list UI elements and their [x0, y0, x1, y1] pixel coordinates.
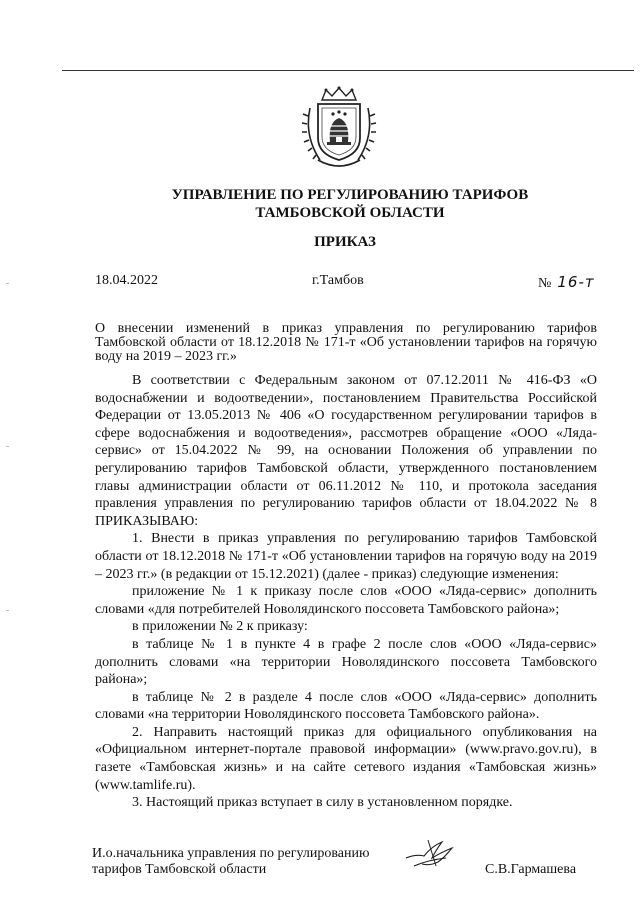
signer-name: С.В.Гармашева	[485, 862, 577, 877]
document-number	[538, 273, 595, 292]
body-paragraph: В соответствии с Федеральным законом от 07.12.2011 № 416-ФЗ «О водоснабжении и водоотведении», постановлением Правительства Российской Федерации от 13.05.2013 № 406 «О государственном регулировании тарифов в сфере водоснабжения и водоотведения», рассмотрев обращение «ООО «Ляда-сервис» от 15.04.2022 № 99, на основании Положения об управлении по регулированию тарифов Тамбовской области, утвержденного постановлением главы администрации области от 06.11.2012 № 110, и протокола заседания правления управления по регулированию тарифов области от 18.04.2022 № 8 ПРИКАЗЫВАЮ:	[95, 373, 597, 529]
handwritten-signature-icon	[402, 836, 458, 870]
body-paragraph: 1. Внести в приказ управления по регулированию тарифов Тамбовской области от 18.12.2018 № 171-т «Об установлении тарифов на горячую воду на 2019 – 2023 гг.» (в редакции от 15.12.2021) (далее - приказ) следующие изменения:	[95, 531, 597, 582]
top-rule	[62, 70, 634, 71]
signer-position	[92, 846, 369, 878]
number-label: №	[538, 276, 552, 291]
document-type: ПРИКАЗ	[314, 234, 376, 250]
scan-mark	[6, 283, 9, 284]
org-line-1: УПРАВЛЕНИЕ ПО РЕГУЛИРОВАНИЮ ТАРИФОВ	[171, 187, 529, 203]
coat-of-arms-icon	[300, 86, 378, 172]
document-subject: О внесении изменений в приказ управления по регулированию тарифов Тамбовской области от 18.12.2018 № 171-т «Об установлении тарифов на горячую воду на 2019 – 2023 гг.»	[95, 321, 597, 364]
body-paragraph: 3. Настоящий приказ вступает в силу в установленном порядке.	[132, 795, 513, 811]
body-paragraph: в таблице № 1 в пункте 4 в графе 2 после слов «ООО «Ляда-сервис» дополнить словами «на территории Новолядинского поссовета Тамбовского района»;	[95, 636, 597, 688]
organization-name	[0, 186, 640, 222]
scan-mark	[6, 610, 9, 611]
body-paragraph: 2. Направить настоящий приказ для официального опубликования на «Официальном интернет-портале правовой информации» (www.pravo.gov.ru), в газете «Тамбовская жизнь» и на сайте сетевого издания «Тамбовская жизнь» (www.tamlife.ru).	[95, 724, 597, 793]
body-paragraph: в приложении № 2 к приказу:	[132, 619, 308, 635]
body-paragraph: приложение № 1 к приказу после слов «ООО «Ляда-сервис» дополнить словами «для потребителей Новолядинского поссовета Тамбовского района»;	[95, 584, 597, 617]
signer-position-line-2: тарифов Тамбовской области	[92, 862, 267, 877]
document-date: 18.04.2022	[95, 273, 158, 288]
scan-mark	[6, 446, 9, 447]
body-paragraph: в таблице № 2 в разделе 4 после слов «ООО «Ляда-сервис» дополнить словами «на территории Новолядинского поссовета Тамбовского района».	[95, 689, 597, 723]
document-body	[95, 372, 597, 812]
number-value: 16-т	[557, 273, 595, 291]
org-line-2: ТАМБОВСКОЙ ОБЛАСТИ	[255, 205, 445, 221]
document-city: г.Тамбов	[312, 273, 364, 288]
signer-position-line-1: И.о.начальника управления по регулированию	[92, 846, 370, 861]
